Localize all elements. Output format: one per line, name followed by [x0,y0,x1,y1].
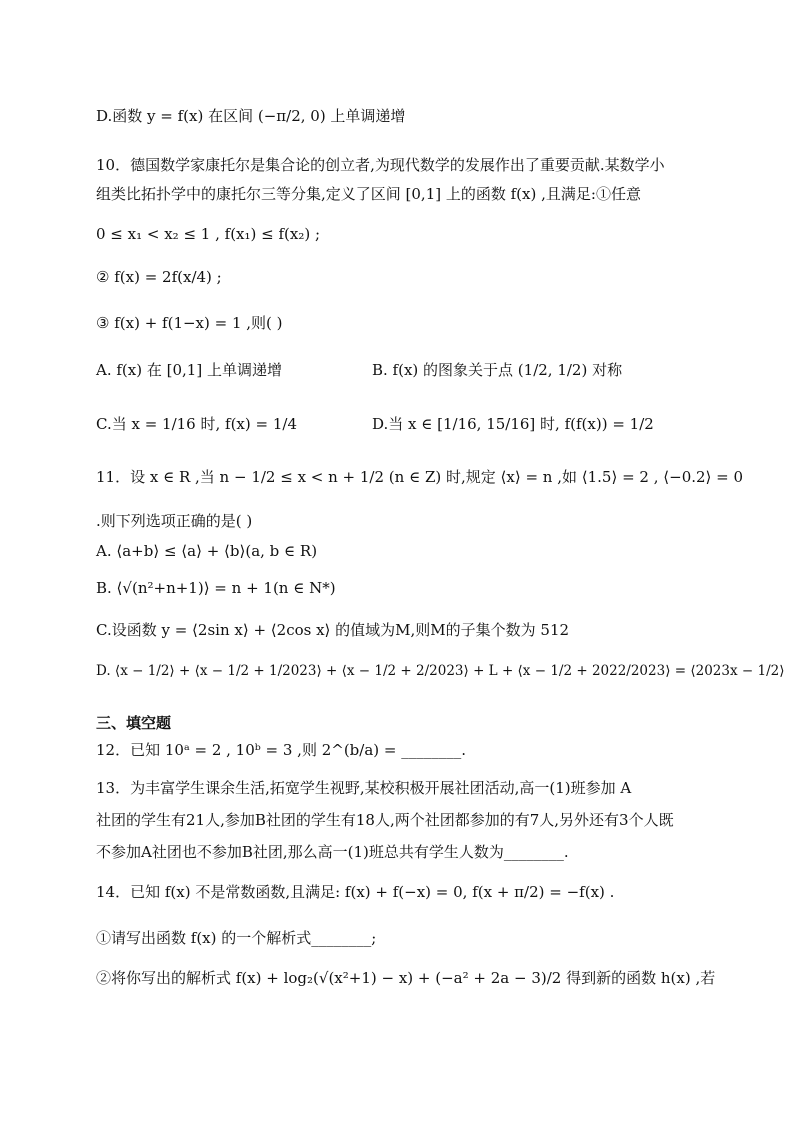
condition-2: ② f(x) = 2f(x/4) ; [96,268,222,286]
question-11-line-1: 11．设 x ∈ R ,当 n − 1/2 ≤ x < n + 1/2 (n ∈ Z) 时,规定 ⟨x⟩ = n ,如 ⟨1.5⟩ = 2 , ⟨−0.2⟩ = 0 [96,468,744,486]
option-c: C.当 x = 1/16 时, f(x) = 1/4 [96,415,297,433]
question-11-line-2: .则下列选项正确的是( ) [96,512,253,530]
option-a: A. f(x) 在 [0,1] 上单调递增 [96,361,282,379]
question-12: 12．已知 10ᵃ = 2 , 10ᵇ = 3 ,则 2^(b/a) = ________. [96,741,467,759]
option-d: D.当 x ∈ [1/16, 15/16] 时, f(f(x)) = 1/2 [372,415,654,433]
options-row-ab [96,360,698,380]
question-13-line-3: 不参加A社团也不参加B社团,那么高一(1)班总共有学生人数为________. [96,843,569,861]
option-b: B. f(x) 的图象关于点 (1/2, 1/2) 对称 [372,361,623,379]
condition-3: ③ f(x) + f(1−x) = 1 ,则( ) [96,314,283,332]
option-a: A. ⟨a+b⟩ ≤ ⟨a⟩ + ⟨b⟩(a, b ∈ R) [96,542,318,560]
options-row-cd [96,414,698,434]
option-b: B. ⟨√(n²+n+1)⟩ = n + 1(n ∈ N*) [96,579,336,597]
question-10-line-2: 组类比拓扑学中的康托尔三等分集,定义了区间 [0,1] 上的函数 f(x) ,且满足:①任意 [96,185,641,203]
question-14-part-1: ①请写出函数 f(x) 的一个解析式________; [96,929,377,947]
question-14-line-1: 14．已知 f(x) 不是常数函数,且满足: f(x) + f(−x) = 0, f(x + π/2) = −f(x) . [96,883,615,901]
question-10-line-1: 10．德国数学家康托尔是集合论的创立者,为现代数学的发展作出了重要贡献.某数学小 [96,156,665,174]
section-heading: 三、填空题 [96,714,172,732]
question-13-line-2: 社团的学生有21人,参加B社团的学生有18人,两个社团都参加的有7人,另外还有3个人既 [96,811,674,829]
question-14-part-2: ②将你写出的解析式 f(x) + log₂(√(x²+1) − x) + (−a² + 2a − 3)/2 得到新的函数 h(x) ,若 [96,969,716,987]
text-line: D.函数 y = f(x) 在区间 (−π/2, 0) 上单调递增 [96,107,406,125]
option-c: C.设函数 y = ⟨2sin x⟩ + ⟨2cos x⟩ 的值域为M,则M的子集个数为 512 [96,621,570,639]
condition-1: 0 ≤ x₁ < x₂ ≤ 1 , f(x₁) ≤ f(x₂) ; [96,225,321,243]
question-13-line-1: 13．为丰富学生课余生活,拓宽学生视野,某校积极开展社团活动,高一(1)班参加 A [96,779,632,797]
option-d: D. ⟨x − 1/2⟩ + ⟨x − 1/2 + 1/2023⟩ + ⟨x − 1/2 + 2/2023⟩ + L + ⟨x − 1/2 + 2022/2023⟩ = ⟨2023x − 1/2⟩ [96,663,785,679]
